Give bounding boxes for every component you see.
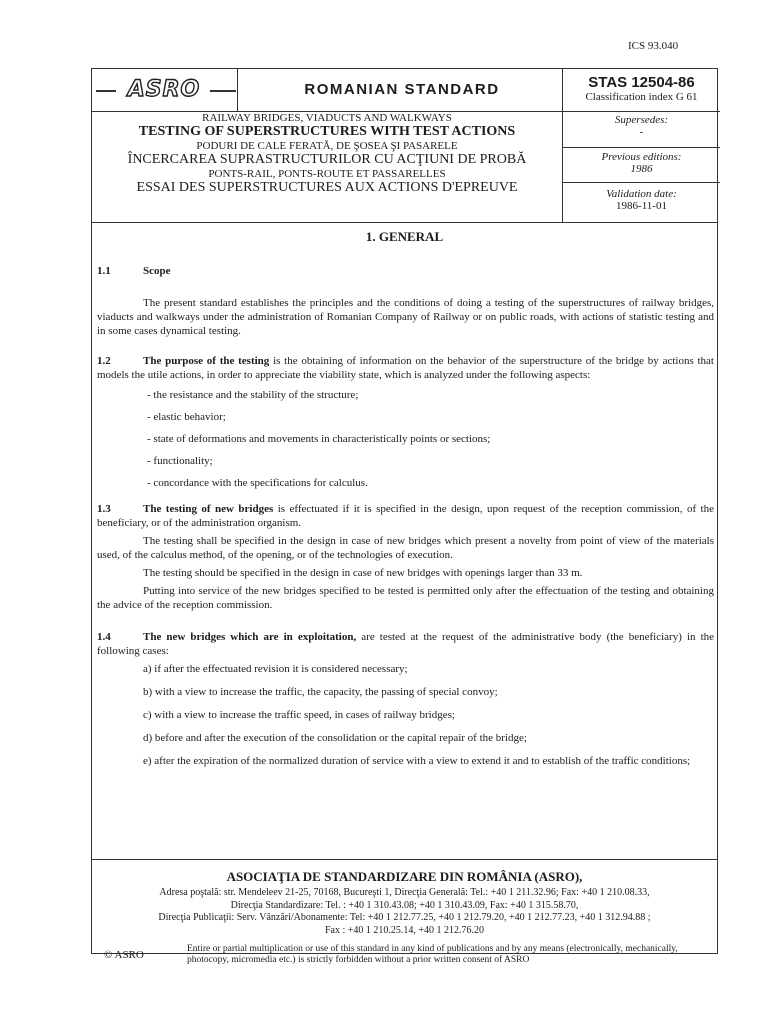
section-lead: The new bridges which are in exploitation, <box>143 631 357 643</box>
section-lead: The purpose of the testing <box>143 355 270 367</box>
purpose-bullets <box>147 388 714 490</box>
bullet-item: - concordance with the specifications for calculus. <box>147 477 368 489</box>
case-item: b) with a view to increase the traffic, the capacity, the passing of special convoy; <box>143 686 498 698</box>
section-1-1-heading <box>97 264 714 278</box>
section-1-4 <box>97 630 714 658</box>
section-number: 1.2 <box>97 355 111 367</box>
logo-text: ASRO <box>127 77 201 102</box>
validation-date-cell <box>563 183 720 222</box>
scope-paragraph: The present standard establishes the principles and the conditions of doing a testing of the superstructures of railway bridges, viaducts and walkways under the administration of Romanian Company of Railway or on public roads, with actions of statistic testing and in some cases dynamical testing. <box>97 297 714 337</box>
previous-editions-value: 1986 <box>630 163 653 175</box>
section-text: are tested at the request of the administrative body (the beneficiary) in the following cases: <box>97 631 715 657</box>
title-ro-line2: ÎNCERCAREA SUPRASTRUCTURILOR CU ACŢIUNI DE PROBĂ <box>127 152 527 167</box>
title-en-line1: RAILWAY BRIDGES, VIADUCTS AND WALKWAYS <box>202 112 452 124</box>
new-bridges-paragraph-3: The testing should be specified in the design in case of new bridges with openings larger than 33 m. <box>143 567 583 579</box>
document-frame <box>91 68 718 965</box>
exploitation-cases-list <box>143 662 714 768</box>
validation-date-label: Validation date: <box>606 188 677 200</box>
footer-divider <box>92 859 717 860</box>
previous-editions-label: Previous editions: <box>601 151 682 163</box>
bullet-item: - state of deformations and movements in characteristically points or sections; <box>147 433 491 445</box>
address-line: Direcţia Publicaţii: Serv. Vânzări/Abonamente: Tel: +40 1 212.77.25, +40 1 212.79.20, +40 1 212.77.23, +40 1 312.94.88 ; <box>158 912 651 923</box>
rights-notice: Entire or partial multiplication or use of this standard in any kind of publications and by any means (electronically, mechanically, photocopy, micromedia etc.) is strictly forbidden without a prior written consent of ASRO <box>187 944 678 965</box>
section-number: 1.4 <box>97 631 111 643</box>
section-heading: 1. GENERAL <box>365 229 444 244</box>
title-fr-line2: ESSAI DES SUPERSTRUCTURES AUX ACTIONS D'EPREUVE <box>136 180 518 195</box>
new-bridges-paragraph-4: Putting into service of the new bridges specified to be tested is permitted only after the effectuation of the testing and obtaining the advice of the reception commission. <box>97 585 714 611</box>
case-item: d) before and after the execution of the consolidation or the capital repair of the bridge; <box>143 732 527 744</box>
supersedes-label: Supersedes: <box>614 114 669 126</box>
copyright: © ASRO <box>104 949 144 961</box>
ics-code: ICS 93.040 <box>628 40 679 52</box>
new-bridges-paragraph-2: The testing shall be specified in the design in case of new bridges which present a novelty from point of view of the materials used, of the calculus method, of the opening, or of the technologies of execution. <box>97 535 714 561</box>
section-1-3 <box>97 502 714 530</box>
previous-editions-cell <box>563 148 720 183</box>
bullet-item: - elastic behavior; <box>147 411 226 423</box>
case-item: c) with a view to increase the traffic speed, in cases of railway bridges; <box>143 709 455 721</box>
right-info-column <box>562 69 720 222</box>
title-en-line2: TESTING OF SUPERSTRUCTURES WITH TEST ACTIONS <box>138 124 516 139</box>
section-1-2 <box>97 354 714 382</box>
address-line: Direcţia Standardizare: Tel. : +40 1 310.43.08; +40 1 310.43.09, Fax: +40 1 315.58.70, <box>230 899 579 911</box>
stas-number: STAS 12504-86 <box>588 74 695 91</box>
supersedes-cell <box>563 111 720 148</box>
address-line: Fax : +40 1 210.25.14, +40 1 212.76.20 <box>324 924 485 936</box>
section-number: 1.3 <box>97 503 111 515</box>
footer-organization: ASOCIAŢIA DE STANDARDIZARE DIN ROMÂNIA (ASRO), <box>226 869 583 884</box>
section-title: Scope <box>143 265 171 277</box>
stas-box <box>563 69 720 112</box>
document-body <box>97 264 714 777</box>
header-divider <box>92 222 717 223</box>
document-titles <box>92 111 562 222</box>
logo-cell <box>92 69 238 111</box>
bullet-item: - functionality; <box>147 455 213 467</box>
section-text: is effectuated if it is specified in the design, upon request of the reception commission, of the beneficiary, or of the administration organism. <box>97 503 714 529</box>
title-fr-line1: PONTS-RAIL, PONTS-ROUTE ET PASSARELLES <box>208 168 446 180</box>
footer-address <box>92 887 717 937</box>
bullet-item: - the resistance and the stability of the structure; <box>147 389 359 401</box>
supersedes-value: - <box>639 126 644 138</box>
title-ro-line1: PODURI DE CALE FERATĂ, DE ŞOSEA ŞI PASARELE <box>196 140 458 152</box>
standard-title: ROMANIAN STANDARD <box>304 81 500 98</box>
address-line: Adresa poştală: str. Mendeleev 21-25, 70168, Bucureşti 1, Direcţia Generală: Tel.: +40 1 211.32.96; Fax: +40 1 210.08.33, <box>159 887 650 898</box>
asro-logo <box>104 76 224 104</box>
section-text: is the obtaining of information on the behavior of the superstructure of the bridge by actions that models the utile actions, in order to appreciate the viability state, which is analyzed under the following aspects: <box>97 355 714 381</box>
classification-index: Classification index G 61 <box>585 91 698 103</box>
validation-date-value: 1986-11-01 <box>616 200 667 212</box>
section-lead: The testing of new bridges <box>143 503 274 515</box>
case-item: a) if after the effectuated revision it is considered necessary; <box>143 663 408 675</box>
section-number: 1.1 <box>97 265 111 277</box>
case-item: e) after the expiration of the normalized duration of service with a view to extend it and to establish of the traffic conditions; <box>143 755 691 767</box>
